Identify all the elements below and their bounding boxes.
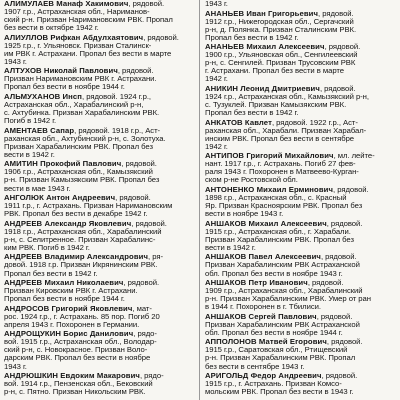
record-heading-line: 1943 г. (205, 0, 228, 8)
record-entry (0, 160, 197, 192)
record-text-line: вести в 1942 г. (205, 243, 256, 252)
record-heading-line: АНДРЮШКИН Евдоким Макарович, рядо- (4, 372, 164, 381)
record-text-line: апреля 1943 г. Похоронен в Германии. (4, 320, 140, 329)
record-heading-line: АЛИУЛЛОВ Рифкан Абдулхаятович, рядовой. (4, 33, 179, 42)
record-entry (0, 305, 197, 329)
record-entry (201, 253, 400, 277)
record-text-line: 1942 г. (205, 142, 228, 151)
record-text-line: 1918 г.р., Астраханская обл., Харабалинский (4, 227, 162, 236)
record-heading-line: АНАНЬЕВ Иван Григорьевич, рядовой. (205, 9, 354, 18)
record-entry (0, 67, 197, 91)
record-heading-line: АРИГОЛЬД Федор Андреевич, рядовой. (205, 372, 358, 381)
record-text-line: вой. 1915 г.р., Астраханская обл., Володар- (4, 338, 157, 347)
record-entry (201, 43, 400, 83)
record-entry (201, 338, 400, 370)
record-text-line: 1942 г. (205, 75, 228, 84)
record-text-line: раля 1943 г. Похоронен в Матвеево-Курган- (205, 168, 359, 177)
record-text-line: 1912 г.р., Нижегородская обл., Сергачский (205, 17, 354, 26)
record-text-line: 1909 г.р., Астраханская обл., Харабалинский (205, 287, 363, 296)
record-heading-line: АНШАКОВ Петр Иванович, рядовой. (205, 279, 344, 288)
record-text-line: ский р-н, с. Новокрасное. Призван Воло- (4, 346, 148, 355)
record-entry (201, 186, 400, 218)
record-entry (0, 194, 197, 218)
record-text-line: Призван Кировским РВК г. Астрахани. (4, 287, 138, 296)
record-text-line: Призван Харабалинским РВК Астраханской (205, 320, 360, 329)
record-entry (0, 127, 197, 159)
record-text-line: Погиб в 1942 г. (4, 117, 57, 126)
record-text-line: г. Астрахани. Пропал без вести в марте (205, 67, 345, 76)
record-entry (0, 0, 197, 32)
record-heading-line: АЛТУХОВ Николай Павлович, рядовой. (4, 67, 154, 76)
record-text-line: Яр. Призван Красноярским РВК. Пропал без (205, 202, 363, 211)
record-text-line: ский р-н. Призван Наримановским РВК. Пропал (4, 16, 173, 25)
record-entry (201, 313, 400, 337)
record-entry (201, 10, 400, 42)
record-text-line: ском р-не Ростовской обл. (205, 176, 298, 185)
record-text-line: 1906 г.р., Астраханская обл., Камызякский (4, 168, 153, 177)
record-text-line: вести в 1942 г. (4, 150, 55, 159)
record-text-line: 1925 г.р., г. Ульяновск. Призван Сталинск- (4, 41, 152, 50)
record-heading-line: АНТИПОВ Григорий Михайлович, мл. лейте- (205, 152, 375, 161)
record-text-line: им РВК г. Астрахани. Пропал без вести в марте (4, 49, 172, 58)
record-text-line: 1943 г. (4, 362, 27, 371)
record-text-line: РВК. Пропал без вести в декабре 1942 г. (4, 210, 148, 219)
record-text-line: вести в мае 1943 г. (4, 184, 71, 193)
record-text-line: в 1944 г. Похоронен в г. Тбилиси. (205, 303, 321, 312)
record-text-line: с. Тузуклей. Призван Камызякским РВК. (205, 101, 347, 110)
record-text-line: р-н, с. Селитренное. Призван Харабалинс- (4, 235, 156, 244)
left-column (0, 0, 197, 398)
record-heading-line: АМИТИН Прокофий Павлович, рядовой. (4, 160, 157, 169)
record-text-line: раханская обл., Харабали. Призван Харабал- (205, 126, 367, 135)
record-text-line: 1943 г. (4, 57, 27, 66)
record-text-line: Призван Харабалинским РВК Астраханской (205, 261, 360, 270)
record-heading-line: АНАНЬЕВ Михаил Алексеевич, рядовой. (205, 43, 361, 52)
record-heading-line: АНШАКОВ Сергей Павлович, рядовой. (205, 312, 353, 321)
record-text-line: р-н, д. Полянка. Призван Сталинским РВК. (205, 25, 357, 34)
record-text-line: 1898 г.р., Астраханская обл., с. Красный (205, 194, 347, 203)
record-text-line: рос. 1924 г.р., г. Астрахань. 85 пор. Погиб 20 (4, 312, 160, 321)
record-heading-line: АМЕНТАЕВ Сапар, рядовой. 1918 г.р., Аст- (4, 126, 161, 135)
record-heading-line: АЛЬМУХАНОВ Инсп, рядовой. 1924 г.р., (4, 93, 152, 102)
record-text-line: 1924 г.р., Астраханская обл., Камызякский р-н, (205, 93, 369, 102)
record-text-line: дарским РВК. Пропал без вести в ноябре (4, 354, 151, 363)
record-heading-line: АППОЛОНОВ Матвей Егорович, рядовой. (205, 338, 363, 347)
record-heading-line: АНГОЛЮК Антон Андреевич, рядовой. (4, 194, 151, 203)
record-text-line: вой. 1914 г.р., Пензенская обл., Бековский (4, 380, 153, 389)
record-text-line: Призван Харабалинским РВК. Пропал без (4, 142, 153, 151)
record-text-line: Призван Наримановским РВК г. Астрахани. (4, 75, 157, 84)
column-divider (199, 0, 200, 400)
right-column (201, 0, 400, 398)
record-text-line: без вести в сентябре 1943 г. (205, 362, 305, 371)
record-text-line: мольским РВК. Пропал без вести в 1943 г. (205, 388, 354, 397)
record-text-line: 1907 г.р., Астраханская обл., Нариманов- (4, 8, 150, 17)
record-text-line: Призван Харабалинским РВК. Пропал без (205, 235, 354, 244)
record-text-line: р-н. Призван Камызякским РВК. Пропал без (4, 176, 160, 185)
record-text-line: р-н. Призван Харабалинским РВК. Пропал (205, 354, 356, 363)
record-heading-line: АНИКИН Леонид Дмитриевич, рядовой. (205, 84, 356, 93)
record-text-line: без вести в октябре 1942 г. (4, 24, 99, 33)
record-heading-line: АНДРЕЕВ Александр Яковлевич, рядовой. (4, 219, 167, 228)
record-text-line: Пропал без вести в 1942 г. (205, 33, 299, 42)
record-text-line: 1911 г.р., г. Астрахань. Призван Наримановским (4, 202, 173, 211)
record-text-line: инским РВК. Пропал без вести в сентябре (205, 134, 355, 143)
record-text-line: 1900 г.р., Ульяновская обл., Сенгилеевский (205, 51, 358, 60)
record-text-line: Пропал без вести в ноябре 1944 г. (4, 295, 125, 304)
record-text-line: 1915 г.р., г. Астрахань. Призван Комсо- (205, 380, 342, 389)
record-text-line: 1915 г.р., Саратовская обл., Ртищевский (205, 346, 348, 355)
record-text-line: р-н, с. Сенгилей. Призван Трусовским РВК (205, 59, 356, 68)
record-heading-line: АНТОНЕНКО Михаил Ерминович, рядовой. (205, 186, 369, 195)
record-entry (201, 372, 400, 396)
record-text-line: Астраханская обл., Харабалинский р-н, (4, 101, 144, 110)
record-entry (201, 85, 400, 117)
record-text-line: 1915 г.р., Астраханская обл., г. Харабали. (205, 227, 351, 236)
record-text-line: ким РВК. Погиб в 1942 г. (4, 243, 90, 252)
record-entry (0, 34, 197, 66)
record-entry (0, 93, 197, 125)
record-entry (0, 330, 197, 370)
record-heading-line: АНДРОЩУКИН Борис Данилович, рядо- (4, 330, 157, 339)
record-entry (0, 279, 197, 303)
record-text-line: с. Ахтубинка. Призван Харабалинским РВК. (4, 109, 160, 118)
record-heading-line: АНДРЕЕВ Михаил Николаевич, рядовой. (4, 279, 160, 288)
record-text-line: Пропал без вести в 1942 г. (205, 109, 299, 118)
record-entry (201, 220, 400, 252)
record-heading-line: АНДРЕЕВ Владимир Александрович, ря- (4, 253, 163, 262)
record-heading-line: АЛИМУЛАЕВ Манаф Хакимович, рядовой. (4, 0, 165, 8)
record-entry (0, 372, 197, 396)
record-entry (201, 119, 400, 151)
record-entry (201, 0, 400, 8)
record-text-line: нант. 1917 г.р., г. Астрахань. Погиб 27 фев- (205, 160, 356, 169)
record-text-line: вести в ноябре 1943 г. (205, 210, 284, 219)
record-text-line: обл. Пропал без вести в ноябре 1944 г. (205, 328, 343, 337)
record-entry (201, 279, 400, 311)
record-text-line: довой. 1918 г.р. Призван Икрянинским РВК. (4, 261, 158, 270)
record-heading-line: АНДРОСОВ Григорий Яковлевич, мат- (4, 304, 152, 313)
record-text-line: обл. Пропал без вести в ноябре 1943 г. (205, 269, 343, 278)
record-entry (0, 253, 197, 277)
record-heading-line: АНШАКОВ Павел Алексеевич, рядовой. (205, 253, 357, 262)
record-heading-line: АНШАКОВ Михаил Алексеевич, рядовой. (205, 219, 363, 228)
record-text-line: р-н. Призван Харабалинским РВК. Умер от ран (205, 295, 371, 304)
record-entry (201, 152, 400, 184)
record-text-line: Пропал без вести в 1942 г. (4, 269, 98, 278)
record-heading-line: АНКАТОВ Кавлет, рядовой. 1922 г.р., Аст- (205, 118, 358, 127)
record-entry (0, 220, 197, 252)
record-text-line: раханская обл., Ахтубинский р-н, с. Золотуха. (4, 134, 166, 143)
record-text-line: Пропал без вести в ноябре 1944 г. (4, 83, 125, 92)
record-text-line: р-н, с. Пятно. Призван Никольским РВК. (4, 388, 146, 397)
